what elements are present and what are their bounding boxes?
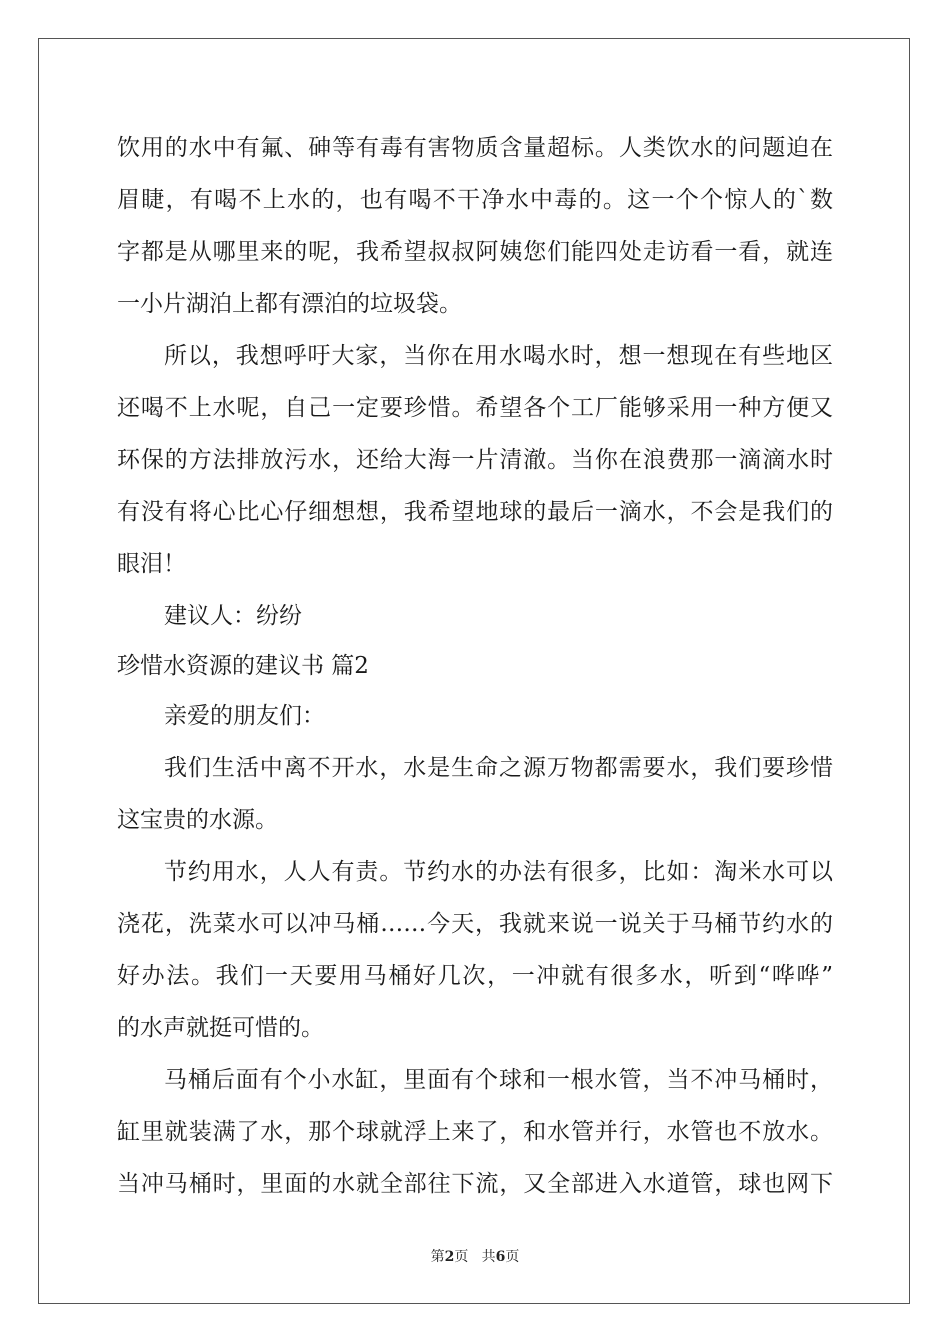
text-line: 当冲马桶时，里面的水就全部往下流，又全部进入水道管，球也网下 <box>117 1171 833 1197</box>
page-prefix: 第 <box>430 1249 445 1265</box>
section-heading: 珍惜水资源的建议书 篇2 <box>117 653 369 679</box>
text-line: 浇花，洗菜水可以冲马桶……今天，我就来说一说关于马桶节约水的 <box>117 911 833 937</box>
page-suffix: 页 <box>454 1249 469 1265</box>
page-footer <box>0 1246 950 1266</box>
page-number: 2 <box>444 1249 455 1265</box>
text-line: 马桶后面有个小水缸，里面有个球和一根水管，当不冲马桶时， <box>164 1067 833 1093</box>
text-line: 有没有将心比心仔细想想，我希望地球的最后一滴水，不会是我们的 <box>117 499 833 525</box>
total-pages: 6 <box>495 1249 506 1265</box>
text-line: 节约用水，人人有责。节约水的办法有很多，比如：淘米水可以 <box>164 859 833 885</box>
text-line: 这宝贵的水源。 <box>117 807 278 833</box>
document-body <box>117 122 833 1210</box>
total-suffix: 页 <box>505 1249 520 1265</box>
text-line: 我们生活中离不开水，水是生命之源万物都需要水，我们要珍惜 <box>164 755 833 781</box>
text-line: 一小片湖泊上都有漂泊的垃圾袋。 <box>117 291 462 317</box>
text-line: 眼泪！ <box>117 551 186 577</box>
signature-line: 建议人：纷纷 <box>164 603 302 629</box>
text-line: 的水声就挺可惜的。 <box>117 1015 324 1041</box>
total-prefix: 共 <box>481 1249 496 1265</box>
text-line: 环保的方法排放污水，还给大海一片清澈。当你在浪费那一滴滴水时 <box>117 447 833 473</box>
salutation: 亲爱的朋友们： <box>164 703 325 729</box>
text-line: 还喝不上水呢，自己一定要珍惜。希望各个工厂能够采用一种方便又 <box>117 395 833 421</box>
text-line: 字都是从哪里来的呢，我希望叔叔阿姨您们能四处走访看一看，就连 <box>117 239 833 265</box>
text-line: 缸里就装满了水，那个球就浮上来了，和水管并行，水管也不放水。 <box>117 1119 833 1145</box>
text-line: 眉睫，有喝不上水的，也有喝不干净水中毒的。这一个个惊人的`数 <box>117 187 833 213</box>
text-line: 所以，我想呼吁大家，当你在用水喝水时，想一想现在有些地区 <box>164 343 833 369</box>
text-line: 好办法。我们一天要用马桶好几次，一冲就有很多水，听到“哗哗” <box>117 963 833 989</box>
text-line: 饮用的水中有氟、砷等有毒有害物质含量超标。人类饮水的问题迫在 <box>117 135 833 161</box>
